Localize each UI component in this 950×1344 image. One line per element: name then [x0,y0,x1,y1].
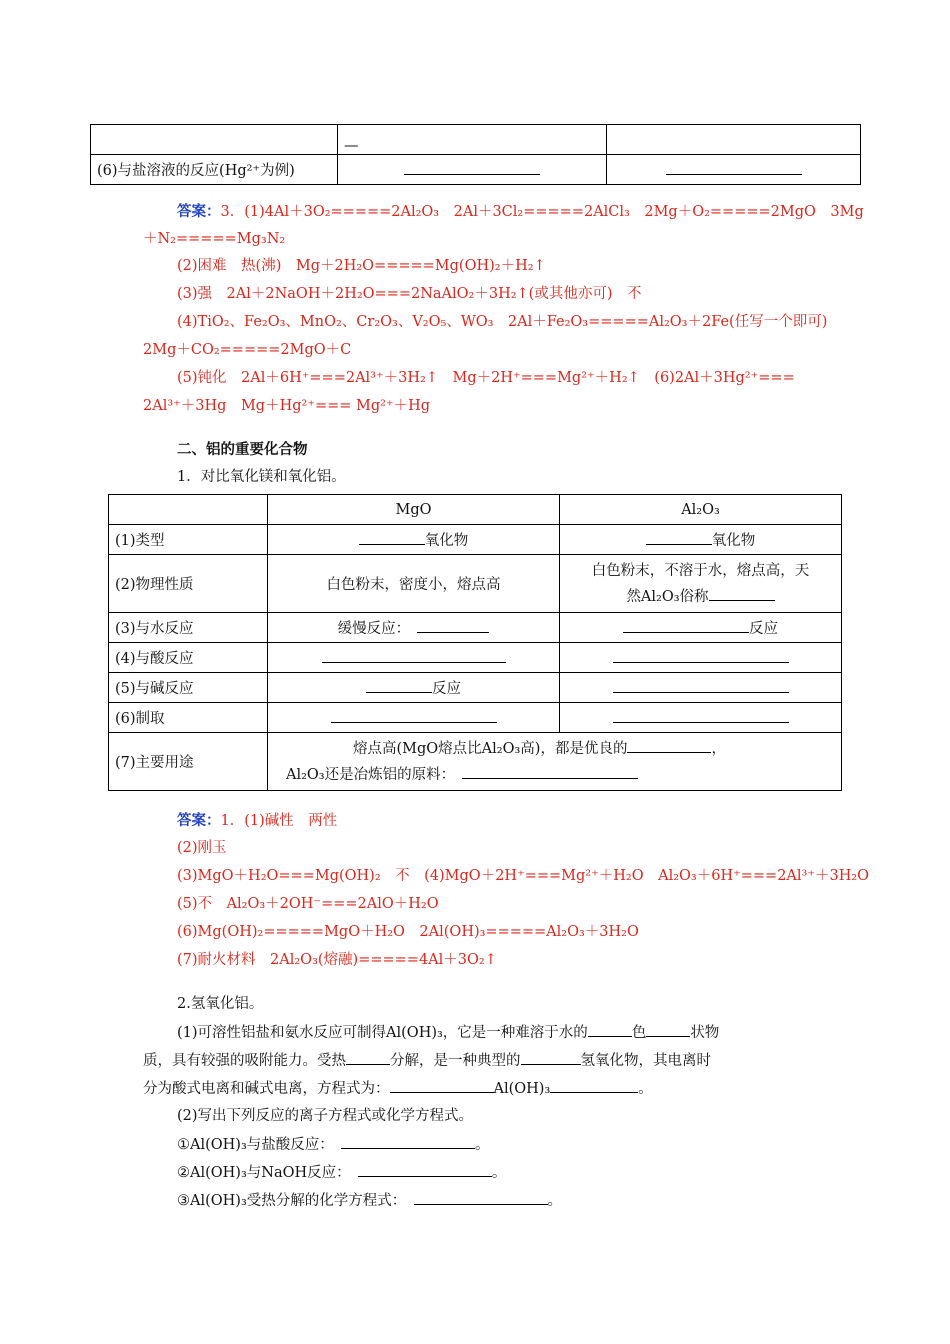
question-text: 。 [475,1137,490,1153]
row-cell [560,555,842,613]
row-cell [268,613,560,643]
answer-blank[interactable] [646,1022,690,1037]
answer-blank[interactable] [390,1078,494,1093]
answer1-line8: 2Al³⁺＋3Hg Mg＋Hg²⁺=== Mg²⁺＋Hg [143,398,431,414]
question-text: ②Al(OH)₃与NaOH反应： [177,1165,344,1181]
answer1-line5: (4)TiO₂、Fe₂O₃、MnO₂、Cr₂O₃、V₂O₅、WO₃ 2Al＋Fe₂O₃=====Al₂O₃＋2Fe(任写一个即可) [177,314,828,330]
answer-blank[interactable] [331,708,497,723]
question-text: 。 [491,1165,507,1181]
section3-q2 [177,1162,506,1183]
cell-text: 氧化物 [424,533,469,549]
answer-label: 答案： [177,203,221,220]
answer-blank[interactable] [588,1022,632,1037]
para-text: 。 [638,1081,653,1097]
cell-text: 反应 [749,621,778,637]
question-text: ①Al(OH)₃与盐酸反应： [177,1137,327,1153]
header-empty [109,495,268,525]
row-cell [560,703,842,733]
answer-blank[interactable] [646,530,712,545]
answer-blank[interactable] [613,708,789,723]
row-label: (1)类型 [109,525,268,555]
row-cell [560,613,842,643]
row-label: (4)与酸反应 [109,643,268,673]
cell-text: 反应 [432,681,461,697]
cell-text: 熔点高(MgO熔点比Al₂O₃高)，都是优良的 [353,740,628,757]
para-text: 分为酸式电离和碱式电离，方程式为： [143,1081,390,1097]
table1-cell [91,125,338,155]
answer2-line1 [177,811,337,831]
answer-blank[interactable] [417,618,489,633]
cell-text: Al₂O₃还是冶炼铝的原料： [286,766,448,783]
section-item: 1．对比氧化镁和氧化铝。 [177,469,346,485]
row-label: (5)与碱反应 [109,673,268,703]
answer1-line2: ＋N₂=====Mg₃N₂ [143,231,286,247]
answer-blank[interactable] [709,586,775,601]
section3-para-line1 [177,1022,719,1043]
para-text: Al(OH)₃ [493,1081,551,1097]
row-cell [268,673,560,703]
table1-cell [607,125,861,155]
answer2-line5: (6)Mg(OH)₂=====MgO＋H₂O 2Al(OH)₃=====Al₂O₃＋3H₂O [177,924,639,940]
row-cell [560,673,842,703]
para-text: 质，具有较强的吸附能力。受热 [143,1053,346,1069]
header-al2o3: Al₂O₃ [560,495,842,525]
para-text: 氢氧化物，其电离时 [580,1053,711,1069]
para-text: 色 [631,1025,647,1041]
answer-blank[interactable] [462,764,638,779]
answer-blank[interactable] [404,160,540,175]
section-heading: 二、铝的重要化合物 [177,442,308,458]
section3-title: 2.氢氧化铝。 [177,996,264,1012]
row-label: (7)主要用途 [109,733,268,791]
cell-text: 白色粉末，不溶于水，熔点高，天 [591,562,810,579]
answer2-line2: (2)刚玉 [177,840,227,856]
comparison-table [108,494,842,791]
table1-cell [338,155,607,185]
para-text: 分解，是一种典型的 [390,1053,521,1069]
row-cell [268,643,560,673]
answer-blank[interactable] [550,1078,638,1093]
answer-blank[interactable] [358,1162,492,1177]
cell-text: 缓慢反应： [337,621,403,637]
answer-blank[interactable] [613,648,789,663]
answer-text: 1．(1)碱性 两性 [220,813,338,829]
para-text: (1)可溶性铝盐和氨水反应可制得Al(OH)₃，它是一种难溶于水的 [177,1025,588,1041]
dash-mark: — [344,138,359,154]
answer-blank[interactable] [521,1050,581,1065]
para-text: 状物 [690,1025,720,1041]
question-text: 。 [547,1193,563,1209]
section3-para-line3 [143,1078,653,1099]
answer1-line1 [177,202,864,222]
section3-q3 [177,1190,562,1211]
answer-blank[interactable] [666,160,802,175]
answer-blank[interactable] [346,1050,390,1065]
question-text: ③Al(OH)₃受热分解的化学方程式： [177,1193,400,1209]
table1-row6-label: (6)与盐溶液的反应(Hg²⁺为例) [91,155,338,185]
answer1-line4: (3)强 2Al＋2NaOH＋2H₂O===2NaAlO₂＋3H₂↑(或其他亦可) 不 [177,286,642,302]
row-cell-use [268,733,842,791]
row-cell [560,643,842,673]
continuation-table [90,124,861,185]
cell-text: 氧化物 [711,533,756,549]
row-cell [560,525,842,555]
header-mgo: MgO [268,495,560,525]
answer1-line3: (2)困难 热(沸) Mg＋2H₂O=====Mg(OH)₂＋H₂↑ [177,258,546,274]
answer2-line6: (7)耐火材料 2Al₂O₃(熔融)=====4Al＋3O₂↑ [177,952,497,968]
answer-blank[interactable] [627,738,711,753]
section3-q1 [177,1134,490,1155]
cell-text: ， [711,740,726,757]
row-label: (2)物理性质 [109,555,268,613]
table1-cell [607,155,861,185]
answer-blank[interactable] [341,1134,475,1149]
row-label: (3)与水反应 [109,613,268,643]
row-cell: 白色粉末，密度小，熔点高 [268,555,560,613]
row-cell [268,525,560,555]
answer1-line7: (5)钝化 2Al＋6H⁺===2Al³⁺＋3H₂↑ Mg＋2H⁺===Mg²⁺＋H₂↑ (6)2Al＋3Hg²⁺=== [177,370,795,386]
answer-label: 答案： [177,812,221,829]
answer-blank[interactable] [359,530,425,545]
answer-text: 3．(1)4Al＋3O₂=====2Al₂O₃ 2Al＋3Cl₂=====2AlCl₃ 2Mg＋O₂=====2MgO 3Mg [220,204,864,220]
answer2-line4: (5)不 Al₂O₃＋2OH⁻===2AlO＋H₂O [177,896,439,912]
cell-text: 然Al₂O₃俗称 [626,588,709,605]
answer-blank[interactable] [613,678,789,693]
answer-blank[interactable] [322,648,506,663]
section3-para-line2 [143,1050,711,1071]
answer1-line6: 2Mg＋CO₂=====2MgO＋C [143,342,352,358]
row-cell [268,703,560,733]
answer2-line3: (3)MgO＋H₂O===Mg(OH)₂ 不 (4)MgO＋2H⁺===Mg²⁺＋H₂O Al₂O₃＋6H⁺===2Al³⁺＋3H₂O [177,868,870,884]
answer-blank[interactable] [414,1190,548,1205]
table1-cell [338,125,607,155]
section3-question: (2)写出下列反应的离子方程式或化学方程式。 [177,1108,474,1124]
answer-blank[interactable] [366,678,432,693]
row-label: (6)制取 [109,703,268,733]
answer-blank[interactable] [623,618,749,633]
